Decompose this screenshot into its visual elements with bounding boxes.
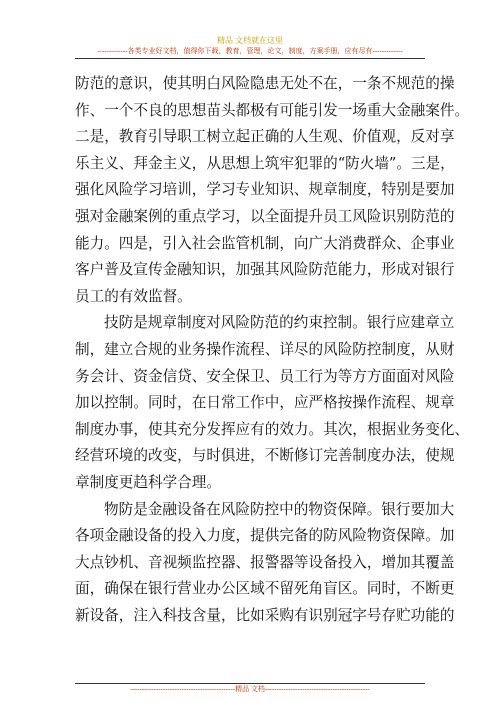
text-line: 能力。四是，引入社会监管机制，向广大消费群众、企事业 — [75, 234, 455, 252]
paragraph-physical-prevention — [75, 497, 455, 630]
text-line: 新设备，注入科技含量，比如采购有识别冠字号存贮功能的 — [75, 606, 455, 624]
page-header — [75, 36, 425, 56]
text-line: 各项金融设备的投入力度，提供完备的防风险物资保障。加 — [75, 527, 455, 545]
text-line: 务会计、资金信贷、安全保卫、员工行为等方方面面对风险 — [75, 367, 455, 385]
text-line: 大点钞机、音视频监控器、报警器等设备投入，增加其覆盖 — [75, 553, 455, 571]
header-subtitle: -------------各类专业好文档，值得你下载，教育，管理，论文，制度，方案手册，应有尽有------------- — [97, 47, 403, 55]
text-line: 防范的意识，使其明白风险隐患无处不在，一条不规范的操 — [75, 75, 455, 92]
text-line: 强对金融案例的重点学习，以全面提升员工风险识别防范的 — [75, 207, 455, 225]
paragraph-awareness — [75, 71, 470, 310]
page-footer: ---------------------------------------------精品 文档--------------------------------------------- — [130, 685, 370, 693]
text-line: 作、一个不良的思想苗头都极有可能引发一场重大金融案件。 — [75, 101, 470, 119]
text-line: 技防是规章制度对风险防范的约束控制。银行应建章立 — [104, 314, 455, 332]
text-line: 加以控制。同时，在日常工作中，应严格按操作流程、规章 — [75, 394, 455, 412]
text-line: 二是，教育引导职工树立起正确的人生观、价值观，反对享 — [75, 128, 455, 146]
text-line: 员工的有效监督。 — [75, 287, 192, 305]
text-line: 章制度更趋科学合理。 — [75, 473, 221, 491]
paragraph-technical-prevention — [75, 310, 470, 496]
header-title: 精品 文档就在这里 — [217, 36, 283, 45]
text-line: 面，确保在银行营业办公区域不留死角盲区。同时，不断更 — [75, 580, 455, 598]
text-line: 物防是金融设备在风险防控中的物资保障。银行要加大 — [104, 500, 455, 518]
text-line: 强化风险学习培训，学习专业知识、规章制度，特别是要加 — [75, 181, 455, 199]
text-line: 制度办事，使其充分发挥应有的效力。其次，根据业务变化、 — [75, 420, 470, 438]
text-line: 制，建立合规的业务操作流程、详尽的风险防控制度，从财 — [75, 340, 455, 358]
header-divider — [75, 58, 425, 59]
document-body — [75, 71, 470, 629]
text-line: 经营环境的改变，与时俱进，不断修订完善制度办法，使规 — [75, 447, 455, 465]
text-line: 客户普及宣传金融知识，加强其风险防范能力，形成对银行 — [75, 261, 455, 279]
text-line: 乐主义、拜金主义，从思想上筑牢犯罪的“防火墙”。三是， — [75, 154, 455, 172]
